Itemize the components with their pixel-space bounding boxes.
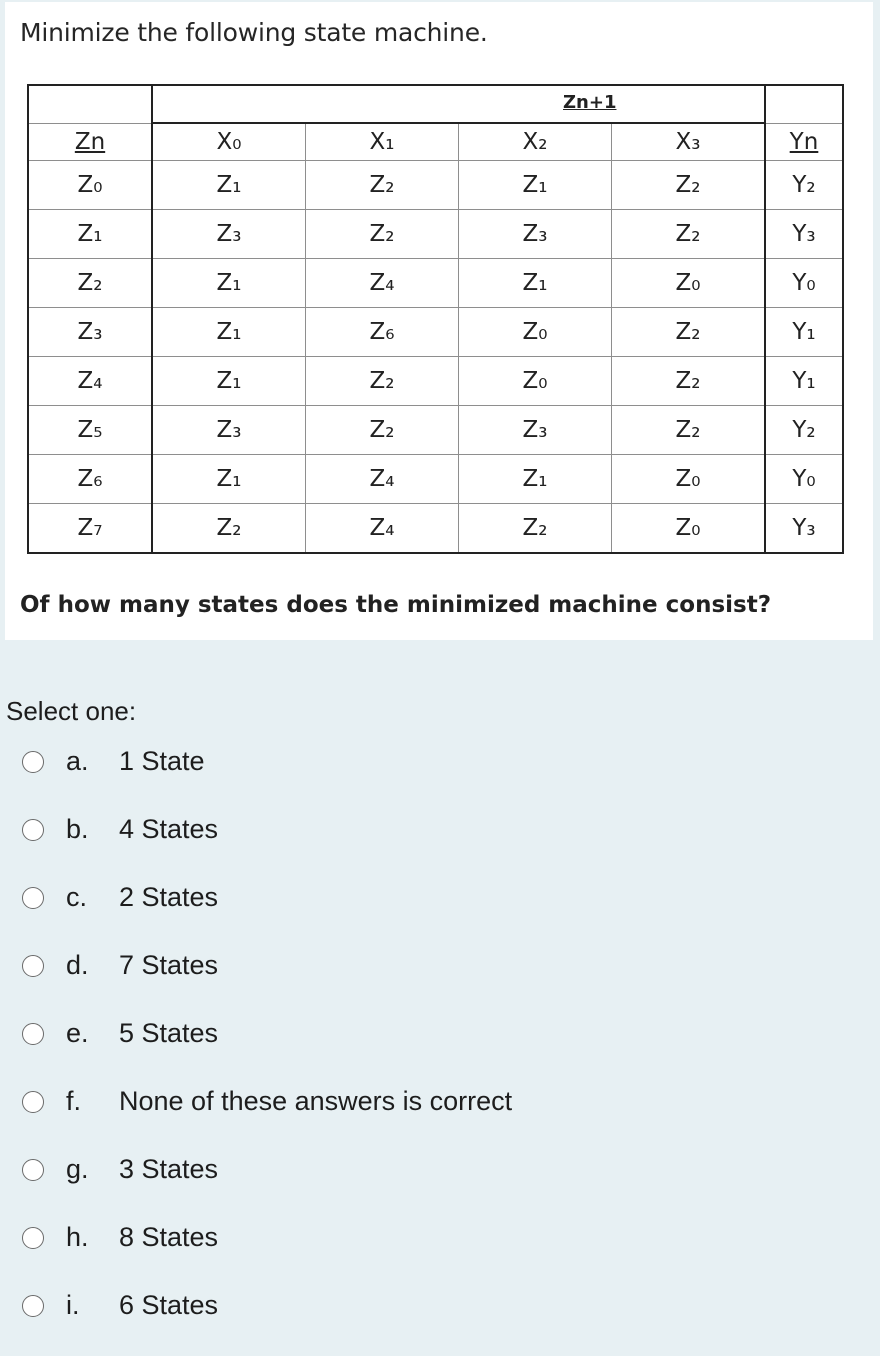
next-state-cell: Z₆ xyxy=(306,308,459,357)
next-state-cell: Z₃ xyxy=(459,406,612,455)
next-state-cell: Z₁ xyxy=(152,455,306,504)
radio-button[interactable] xyxy=(22,751,44,773)
next-state-cell: Z₁ xyxy=(152,357,306,406)
table-row xyxy=(28,504,843,554)
radio-button[interactable] xyxy=(22,1023,44,1045)
option-letter: e. xyxy=(66,1018,89,1048)
next-state-cell: Z₀ xyxy=(459,357,612,406)
next-state-group-header xyxy=(152,85,765,123)
radio-button[interactable] xyxy=(22,1227,44,1249)
input-header: X₁ xyxy=(306,123,459,161)
next-state-cell: Z₂ xyxy=(612,357,766,406)
option-text: None of these answers is correct xyxy=(119,1086,513,1116)
state-cell: Z₂ xyxy=(28,259,152,308)
state-table-container xyxy=(27,84,844,554)
radio-button[interactable] xyxy=(22,1295,44,1317)
table-row xyxy=(28,210,843,259)
option-text: 1 State xyxy=(119,746,205,776)
output-cell: Y₂ xyxy=(765,161,843,210)
option-text: 8 States xyxy=(119,1222,219,1252)
input-header: X₂ xyxy=(459,123,612,161)
state-cell: Z₃ xyxy=(28,308,152,357)
next-state-cell: Z₄ xyxy=(306,504,459,554)
output-cell: Y₀ xyxy=(765,259,843,308)
next-state-cell: Z₃ xyxy=(459,210,612,259)
next-state-cell: Z₂ xyxy=(306,210,459,259)
output-cell: Y₁ xyxy=(765,357,843,406)
option-letter: c. xyxy=(66,882,88,912)
radio-button[interactable] xyxy=(22,819,44,841)
table-row xyxy=(28,455,843,504)
radio-button[interactable] xyxy=(22,887,44,909)
corner-cell-right xyxy=(765,85,843,123)
output-header: Yn xyxy=(765,123,843,161)
state-cell: Z₀ xyxy=(28,161,152,210)
next-state-cell: Z₂ xyxy=(612,210,766,259)
radio-button[interactable] xyxy=(22,955,44,977)
option-text: 2 States xyxy=(119,882,219,912)
next-state-cell: Z₁ xyxy=(152,259,306,308)
next-state-cell: Z₂ xyxy=(612,406,766,455)
select-one-label: Select one: xyxy=(6,696,137,726)
option-letter: i. xyxy=(66,1290,80,1320)
option-letter: g. xyxy=(66,1154,89,1184)
table-body xyxy=(28,161,843,554)
question-card xyxy=(5,2,873,640)
option-letter: b. xyxy=(66,814,89,844)
state-cell: Z₅ xyxy=(28,406,152,455)
next-state-cell: Z₁ xyxy=(459,161,612,210)
option-text: 7 States xyxy=(119,950,219,980)
table-row xyxy=(28,161,843,210)
next-state-cell: Z₁ xyxy=(459,259,612,308)
next-state-cell: Z₄ xyxy=(306,259,459,308)
next-state-cell: Z₂ xyxy=(459,504,612,554)
next-state-cell: Z₂ xyxy=(306,357,459,406)
next-state-cell: Z₂ xyxy=(612,308,766,357)
next-state-label: Zn+1 xyxy=(563,92,617,113)
state-cell: Z₄ xyxy=(28,357,152,406)
table-row xyxy=(28,406,843,455)
next-state-cell: Z₄ xyxy=(306,455,459,504)
next-state-cell: Z₁ xyxy=(459,455,612,504)
table-row xyxy=(28,259,843,308)
corner-cell xyxy=(28,85,152,123)
table-row xyxy=(28,357,843,406)
option-letter: f. xyxy=(66,1086,82,1116)
next-state-cell: Z₁ xyxy=(152,308,306,357)
next-state-cell: Z₂ xyxy=(306,406,459,455)
option-text: 5 States xyxy=(119,1018,219,1048)
next-state-cell: Z₃ xyxy=(152,406,306,455)
input-header: X₃ xyxy=(612,123,766,161)
option-letter: h. xyxy=(66,1222,89,1252)
next-state-cell: Z₁ xyxy=(152,161,306,210)
question-title: Minimize the following state machine. xyxy=(20,18,488,47)
state-cell: Z₆ xyxy=(28,455,152,504)
option-letter: d. xyxy=(66,950,89,980)
input-header: X₀ xyxy=(152,123,306,161)
follow-up-question: Of how many states does the minimized machine consist? xyxy=(20,592,772,618)
next-state-cell: Z₂ xyxy=(306,161,459,210)
next-state-cell: Z₀ xyxy=(612,455,766,504)
state-cell: Z₇ xyxy=(28,504,152,554)
output-cell: Y₃ xyxy=(765,504,843,554)
option-text: 6 States xyxy=(119,1290,219,1320)
output-cell: Y₀ xyxy=(765,455,843,504)
option-text: 3 States xyxy=(119,1154,219,1184)
next-state-cell: Z₂ xyxy=(612,161,766,210)
state-transition-table xyxy=(27,84,844,554)
option-letter: a. xyxy=(66,746,89,776)
state-cell: Z₁ xyxy=(28,210,152,259)
radio-button[interactable] xyxy=(22,1091,44,1113)
option-text: 4 States xyxy=(119,814,219,844)
output-cell: Y₁ xyxy=(765,308,843,357)
next-state-cell: Z₂ xyxy=(152,504,306,554)
state-header: Zn xyxy=(28,123,152,161)
next-state-cell: Z₃ xyxy=(152,210,306,259)
table-row xyxy=(28,308,843,357)
next-state-cell: Z₀ xyxy=(612,259,766,308)
next-state-cell: Z₀ xyxy=(612,504,766,554)
output-cell: Y₂ xyxy=(765,406,843,455)
output-cell: Y₃ xyxy=(765,210,843,259)
next-state-cell: Z₀ xyxy=(459,308,612,357)
radio-button[interactable] xyxy=(22,1159,44,1181)
